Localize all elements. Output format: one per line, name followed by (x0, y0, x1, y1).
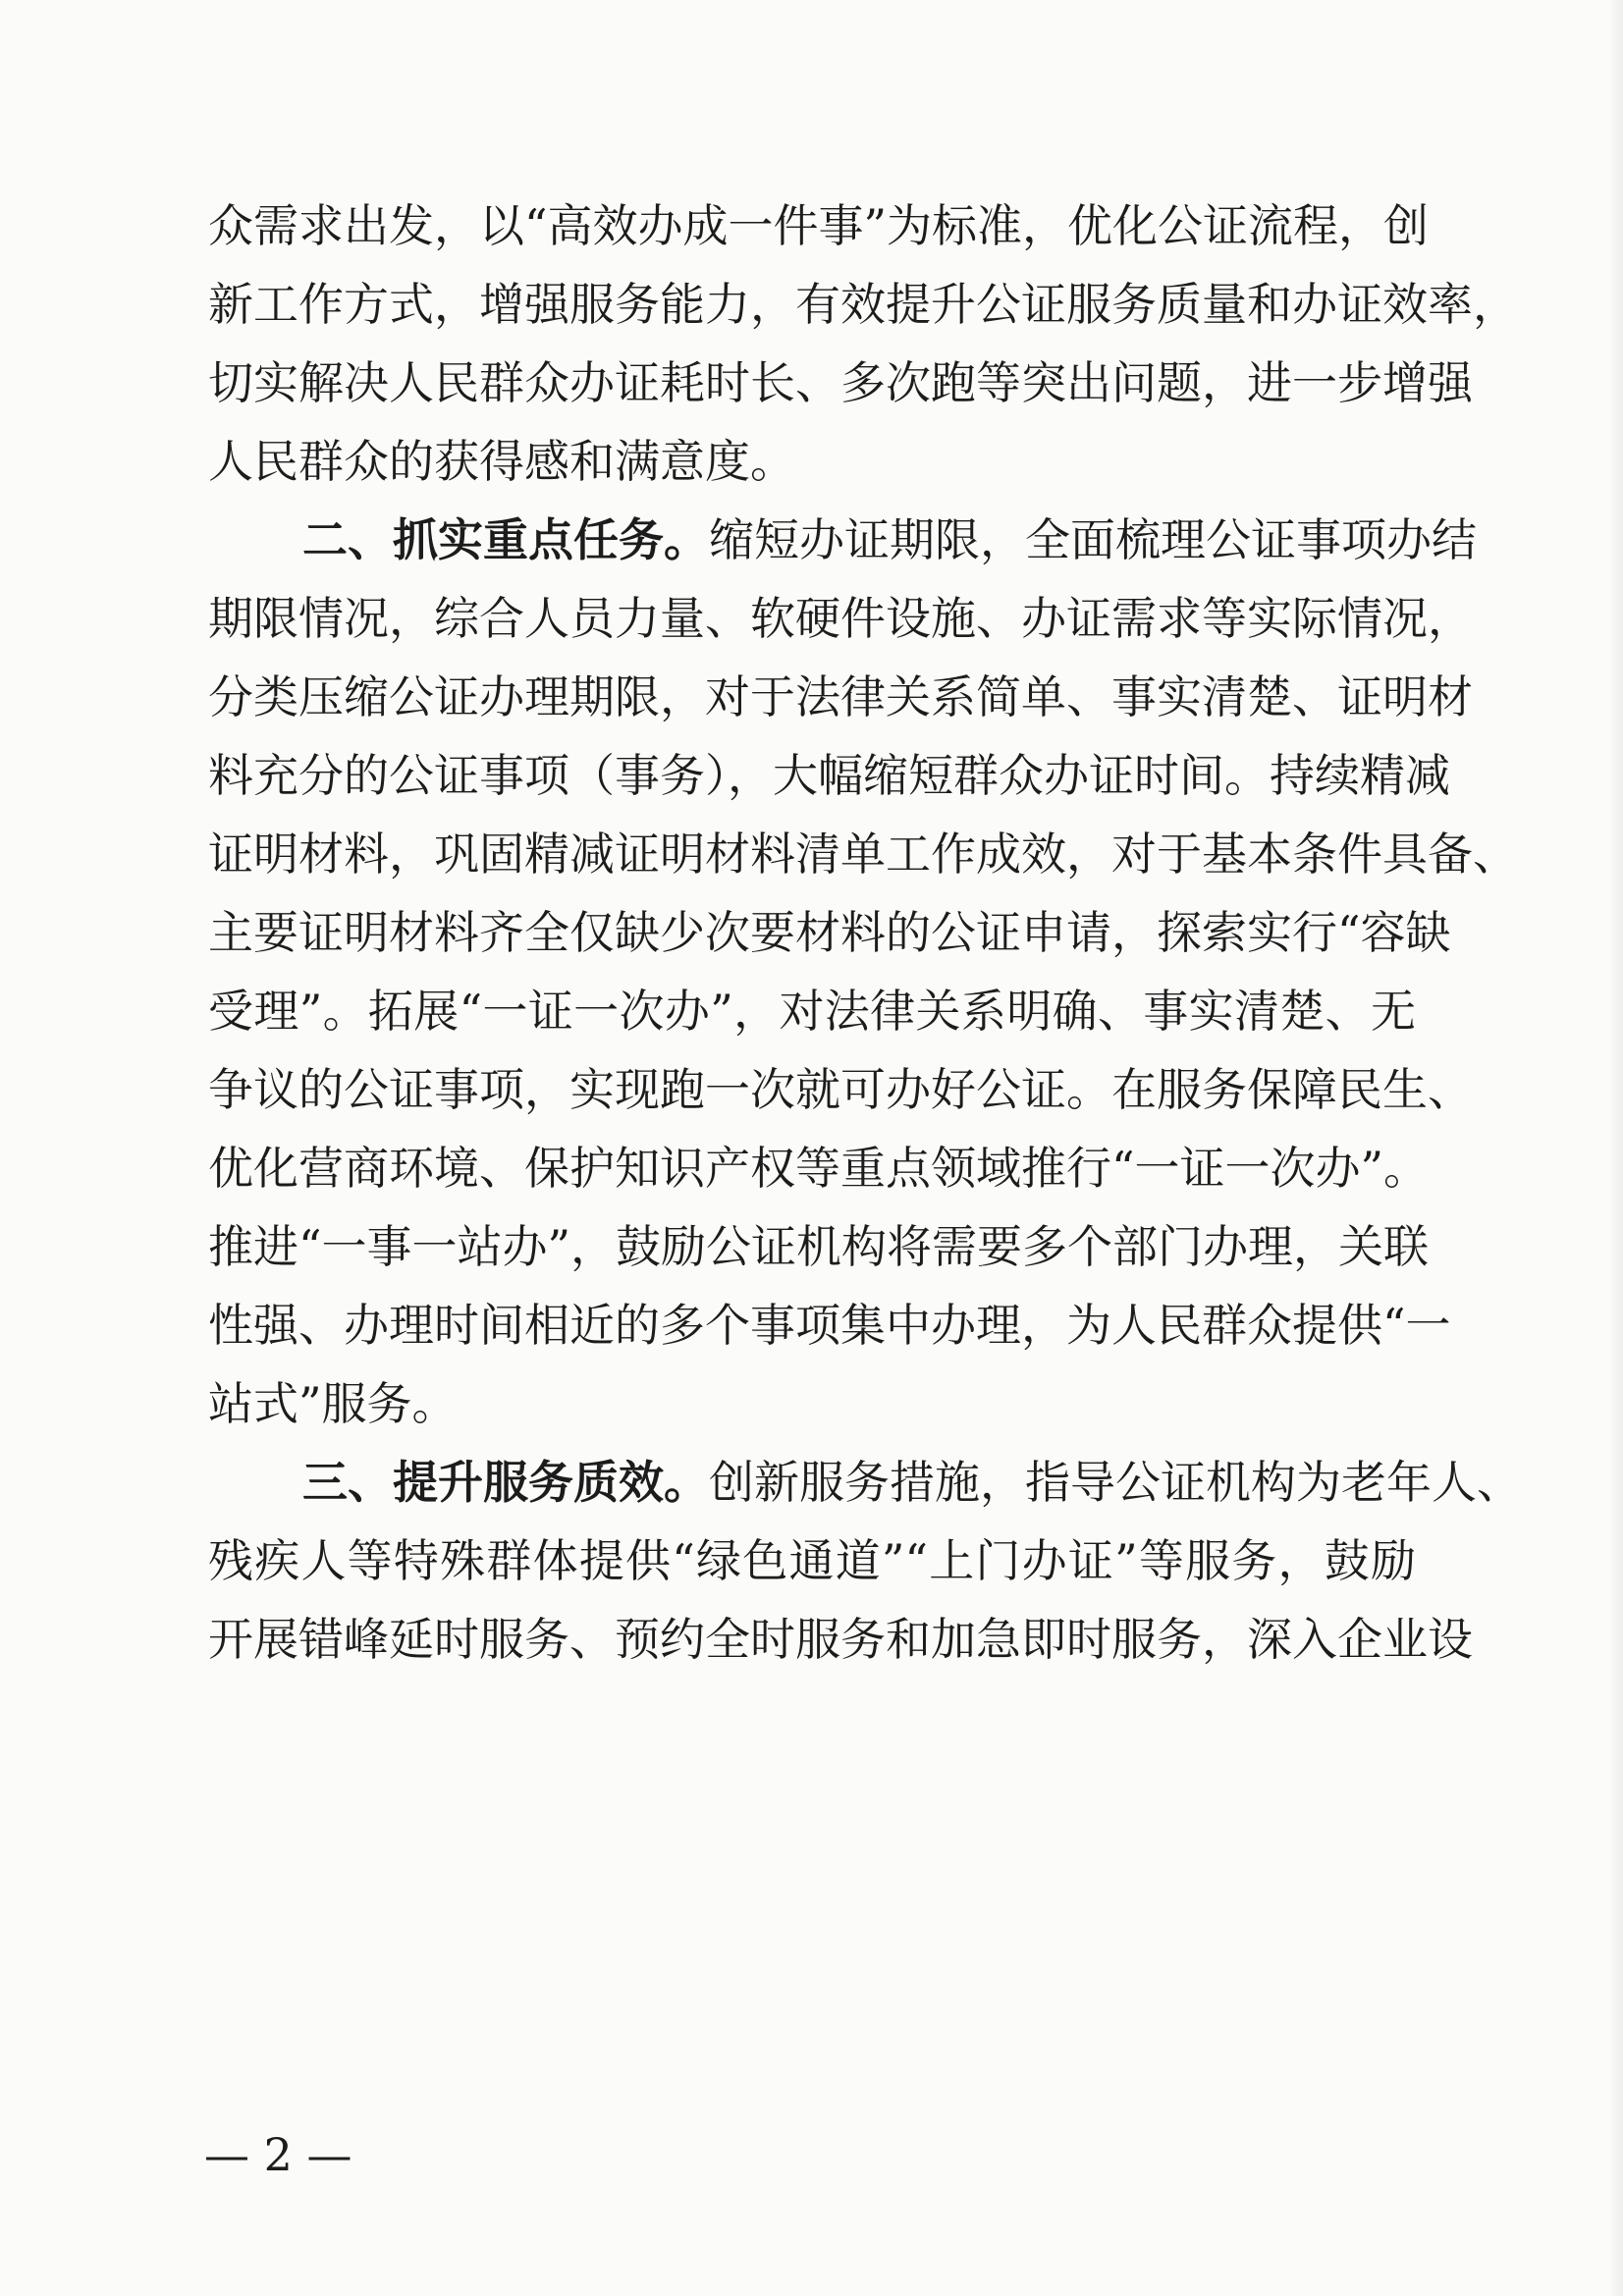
text-line: 推进“一事一站办”，鼓励公证机构将需要多个部门办理，关联 (208, 1220, 1430, 1273)
text-line: 新工作方式，增强服务能力，有效提升公证服务质量和办证效率， (208, 278, 1518, 331)
section-2-text: 缩短办证期限，全面梳理公证事项办结 (709, 513, 1477, 566)
text-line: 分类压缩公证办理期限，对于法律关系简单、事实清楚、证明材 (208, 670, 1473, 723)
text-line: 期限情况，综合人员力量、软硬件设施、办证需求等实际情况， (208, 592, 1473, 645)
text-line: 残疾人等特殊群体提供“绿色通道”“上门办证”等服务，鼓励 (208, 1534, 1416, 1587)
text-line: 料充分的公证事项（事务），大幅缩短群众办证时间。持续精减 (208, 749, 1450, 802)
text-line: 众需求出发，以“高效办成一件事”为标准，优化公证流程，创 (208, 199, 1430, 252)
text-line: 主要证明材料齐全仅缺少次要材料的公证申请，探索实行“容缺 (208, 906, 1451, 959)
section-2-heading: 二、抓实重点任务。 (302, 513, 709, 566)
text-line: 受理”。拓展“一证一次办”，对法律关系明确、事实清楚、无 (208, 985, 1416, 1038)
text-line: 站式”服务。 (208, 1377, 458, 1430)
section-heading-line (302, 501, 1477, 579)
text-line: 优化营商环境、保护知识产权等重点领域推行“一证一次办”。 (208, 1142, 1430, 1195)
text-line: 证明材料，巩固精减证明材料清单工作成效，对于基本条件具备、 (208, 828, 1518, 881)
text-line: 切实解决人民群众办证耗时长、多次跑等突出问题，进一步增强 (208, 356, 1473, 409)
section-3-heading: 三、提升服务质效。 (302, 1456, 709, 1509)
text-line: 争议的公证事项，实现跑一次就可办好公证。在服务保障民生、 (208, 1063, 1473, 1116)
scan-edge-shadow (1609, 0, 1623, 2296)
section-3-text: 创新服务措施，指导公证机构为老年人、 (709, 1456, 1522, 1509)
section-heading-line (302, 1443, 1522, 1522)
text-line: 人民群众的获得感和满意度。 (208, 435, 795, 488)
page-number: — 2 — (204, 2128, 352, 2181)
text-line: 开展错峰延时服务、预约全时服务和加急即时服务，深入企业设 (208, 1613, 1473, 1666)
text-line: 性强、办理时间相近的多个事项集中办理，为人民群众提供“一 (208, 1299, 1451, 1352)
